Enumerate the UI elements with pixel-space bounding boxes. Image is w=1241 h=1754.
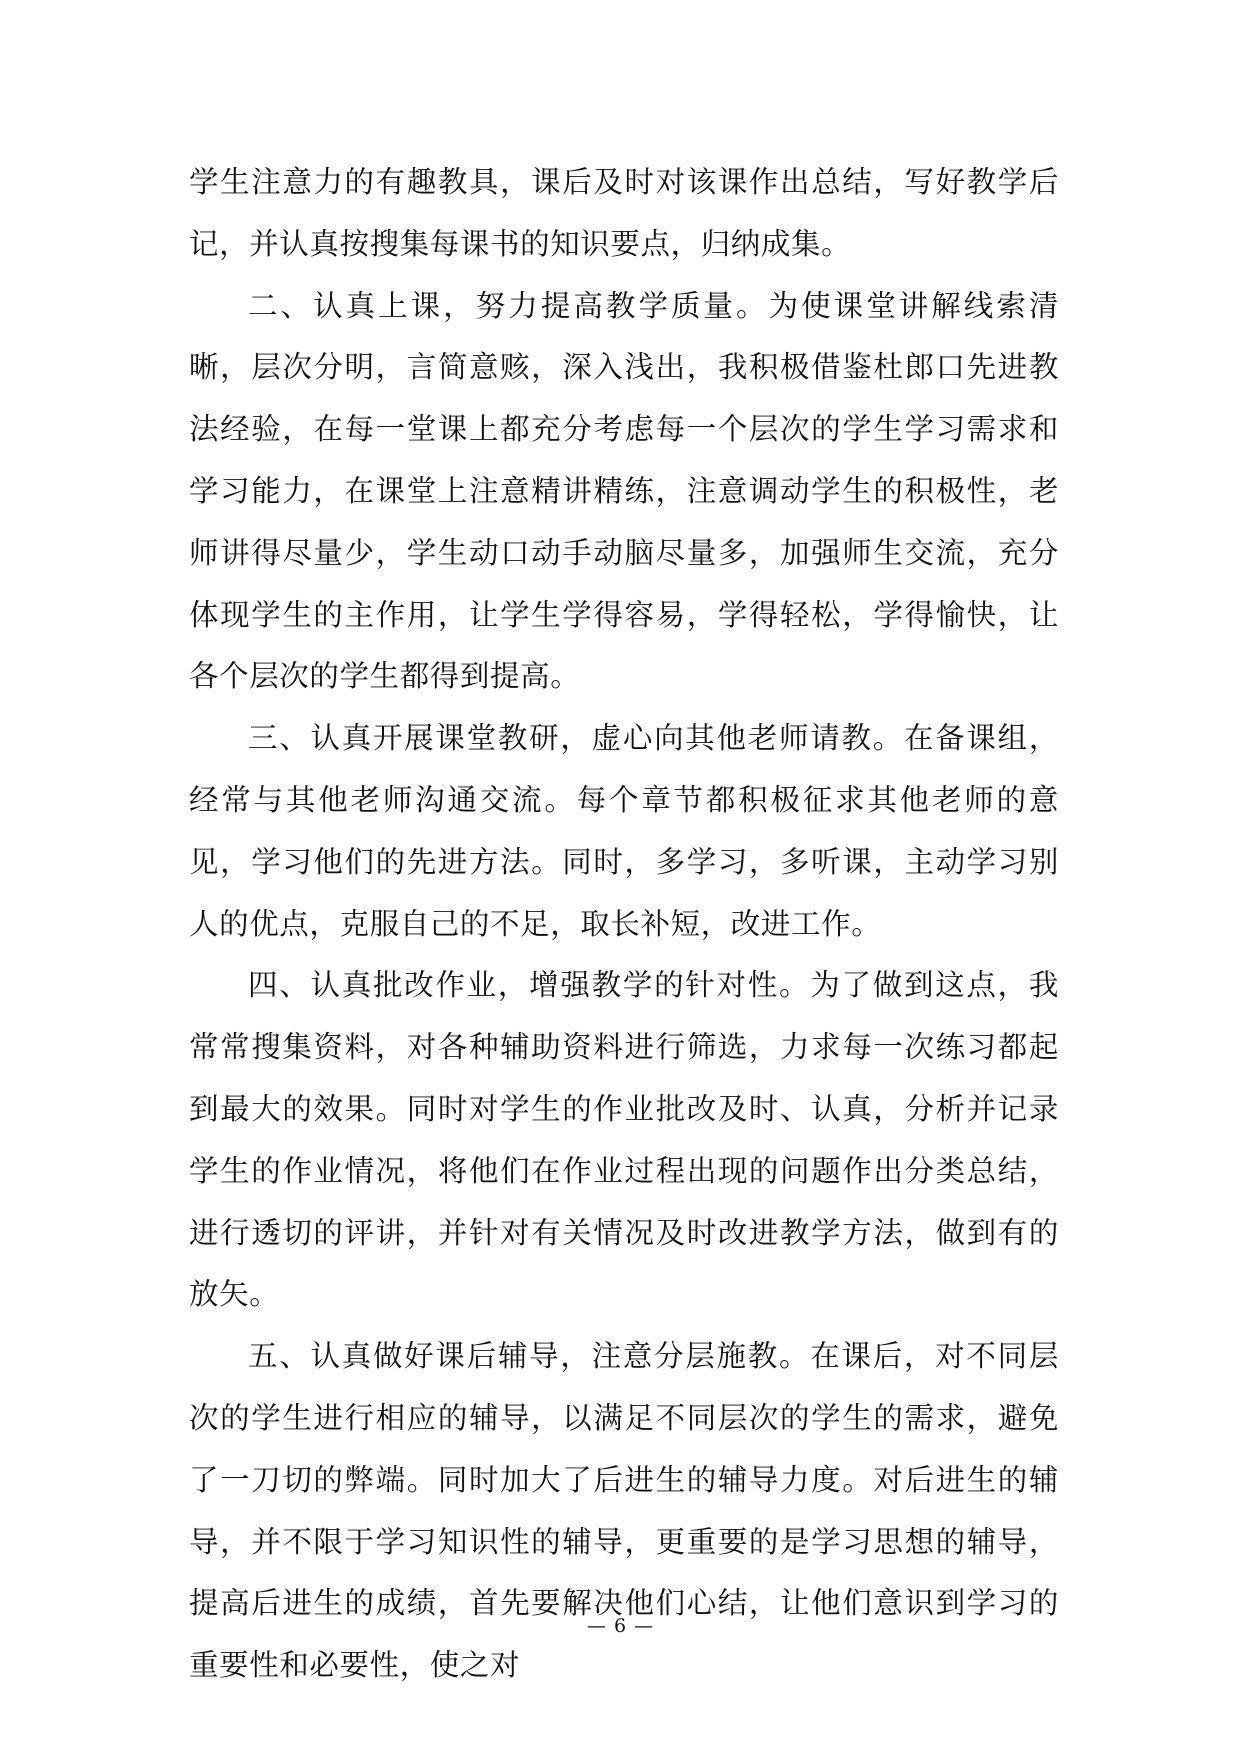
paragraph-continuation: 学生注意力的有趣教具，课后及时对该课作出总结，写好教学后记，并认真按搜集每课书的知识要点，归纳成集。 — [189, 165, 1059, 261]
paragraph-section-five: 五、认真做好课后辅导，注意分层施教。在课后，对不同层次的学生进行相应的辅导，以满足不同层次的学生的需求，避免了一刀切的弊端。同时加大了后进生的辅导力度。对后进生的辅导，并不限于学习知识性的辅导，更重要的是学习思想的辅导，提高后进生的成绩，首先要解决他们心结，让他们意识到学习的重要性和必要性，使之对 — [189, 1339, 1059, 1683]
page-number: — 6 — — [586, 1615, 655, 1637]
paragraph-section-four: 四、认真批改作业，增强教学的针对性。为了做到这点，我常常搜集资料，对各种辅助资料进行筛选，力求每一次练习都起到最大的效果。同时对学生的作业批改及时、认真，分析并记录学生的作业情况，将他们在作业过程出现的问题作出分类总结，进行透切的评讲，并针对有关情况及时改进教学方法，做到有的放矢。 — [189, 968, 1059, 1312]
body-text — [189, 152, 1059, 1697]
paragraph-section-two: 二、认真上课，努力提高教学质量。为使课堂讲解线索清晰，层次分明，言简意赅，深入浅出，我积极借鉴杜郎口先进教法经验，在每一堂课上都充分考虑每一个层次的学生学习需求和学习能力，在课堂上注意精讲精练，注意调动学生的积极性，老师讲得尽量少，学生动口动手动脑尽量多，加强师生交流，充分体现学生的主作用，让学生学得容易，学得轻松，学得愉快，让各个层次的学生都得到提高。 — [189, 288, 1059, 694]
paragraph-section-three: 三、认真开展课堂教研，虚心向其他老师请教。在备课组，经常与其他老师沟通交流。每个章节都积极征求其他老师的意见，学习他们的先进方法。同时，多学习，多听课，主动学习别人的优点，克服自己的不足，取长补短，改进工作。 — [189, 721, 1059, 941]
